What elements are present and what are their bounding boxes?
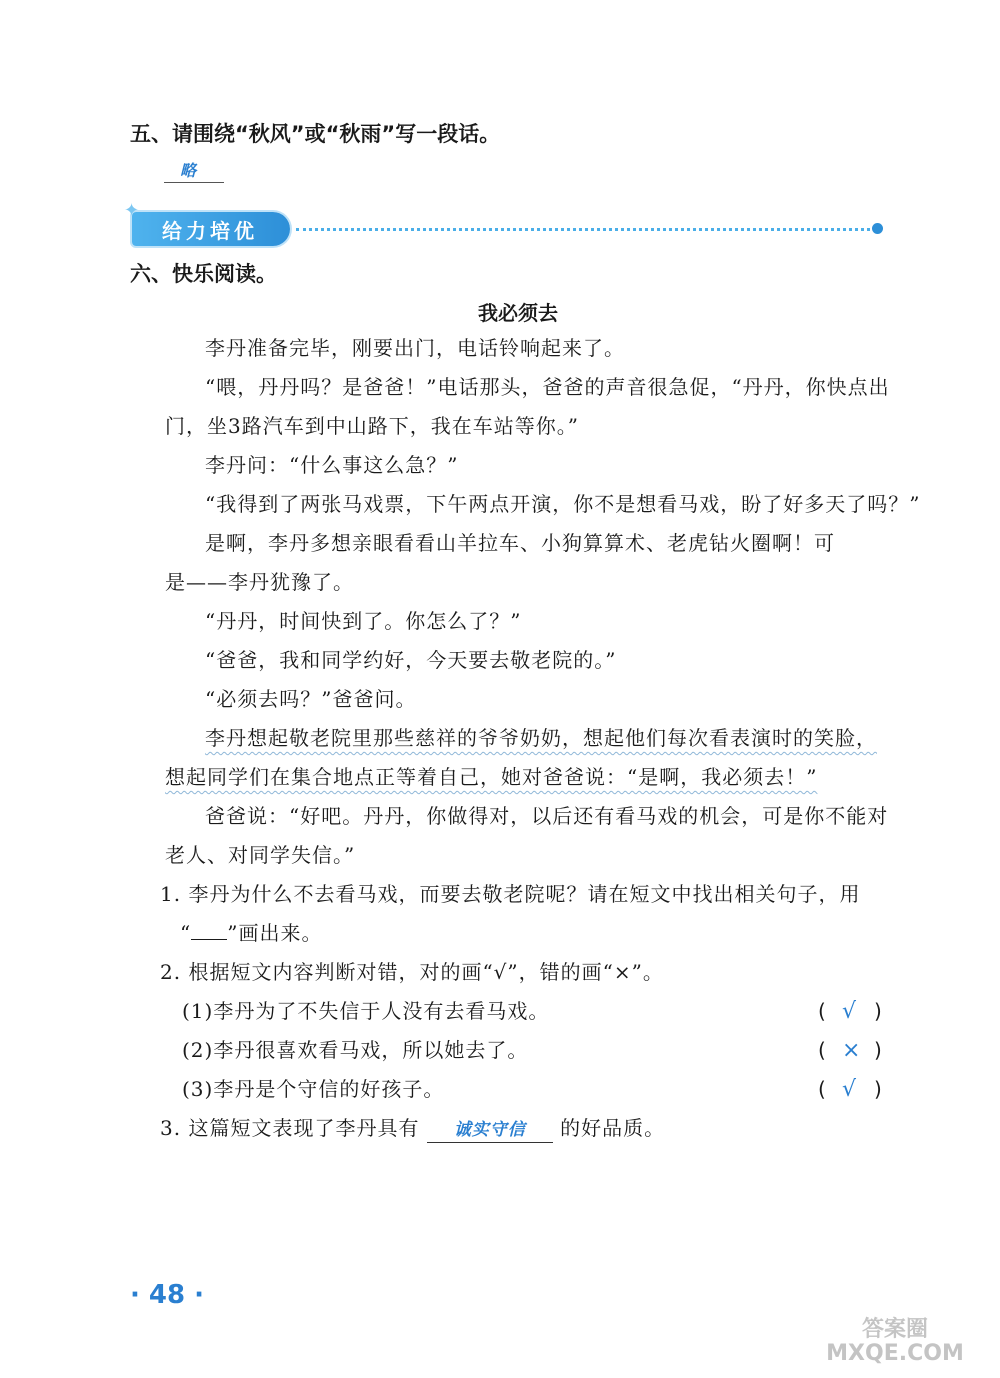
page-number: · 48 · [130,1280,205,1310]
story-line: 李丹准备完毕，刚要出门，电话铃响起来了。 [205,336,625,360]
section-6-title: 六、快乐阅读。 [130,262,277,286]
story-line-underlined: 李丹想起敬老院里那些慈祥的爷爷奶奶，想起他们每次看表演时的笑脸， [205,726,877,750]
q3-prefix: 3. 这篇短文表现了李丹具有 [160,1116,420,1140]
story-line: “必须去吗？”爸爸问。 [205,687,417,711]
story-line: “丹丹，时间快到了。你怎么了？” [205,609,522,633]
q1-close-text: ”画出来。 [227,921,323,945]
section-5-answer: 略 [180,161,197,180]
paren-open: ( [818,1077,826,1101]
story-line: “我得到了两张马戏票，下午两点开演，你不是想看马戏，盼了好多天了吗？” [205,492,921,516]
q2-item-answer: √ [842,1077,857,1102]
story-title: 我必须去 [478,301,558,325]
banner-dotted-line [296,228,876,231]
banner-label: 给力培优 [162,219,258,243]
story-line: 爸爸说：“好吧。丹丹，你做得对，以后还有看马戏的机会，可是你不能对 [205,804,889,828]
section-5-answer-line [164,182,224,183]
q3-answer-blank [427,1116,553,1143]
q2-item-text: (1)李丹为了不失信于人没有去看马戏。 [182,999,550,1023]
paren-close: ) [874,1077,882,1101]
q3-suffix: 的好品质。 [560,1116,666,1140]
paren-open: ( [818,1038,826,1062]
q2-item-answer: √ [842,999,857,1024]
paren-close: ) [874,999,882,1023]
section-banner [124,200,290,246]
q2-item-text: (3)李丹是个守信的好孩子。 [182,1077,445,1101]
question-3 [160,1116,665,1143]
banner-dot-end [872,223,883,234]
question-1: 1. 李丹为什么不去看马戏，而要去敬老院呢？请在短文中找出相关句子，用 [160,882,861,906]
q2-item-text: (2)李丹很喜欢看马戏，所以她去了。 [182,1038,529,1062]
story-line-underlined: 想起同学们在集合地点正等着自己，她对爸爸说：“是啊，我必须去！” [165,765,818,789]
story-line: 是——李丹犹豫了。 [165,570,354,594]
watermark: 答案圈 MXQE.COM [826,1317,964,1366]
question-2: 2. 根据短文内容判断对错，对的画“√”，错的画“×”。 [160,960,664,984]
paren-open: ( [818,999,826,1023]
story-line: “爸爸，我和同学约好，今天要去敬老院的。” [205,648,617,672]
story-line: “喂，丹丹吗？是爸爸！”电话那头，爸爸的声音很急促，“丹丹，你快点出 [205,375,890,399]
story-line: 是啊，李丹多想亲眼看看山羊拉车、小狗算算术、老虎钻火圈啊！可 [205,531,835,555]
story-line: 李丹问：“什么事这么急？” [205,453,459,477]
story-line: 老人、对同学失信。” [165,843,356,867]
banner-star-icon: ✦ [124,200,140,221]
q1-underline-sample [191,939,227,940]
q2-item-answer: × [842,1038,861,1063]
q1-open-quote: “ [180,921,192,945]
q3-answer: 诚实守信 [453,1120,526,1140]
question-1-cont [180,921,322,945]
section-5-title: 五、请围绕“秋风”或“秋雨”写一段话。 [130,122,501,146]
paren-close: ) [874,1038,882,1062]
story-line: 门，坐3路汽车到中山路下，我在车站等你。” [165,414,579,438]
